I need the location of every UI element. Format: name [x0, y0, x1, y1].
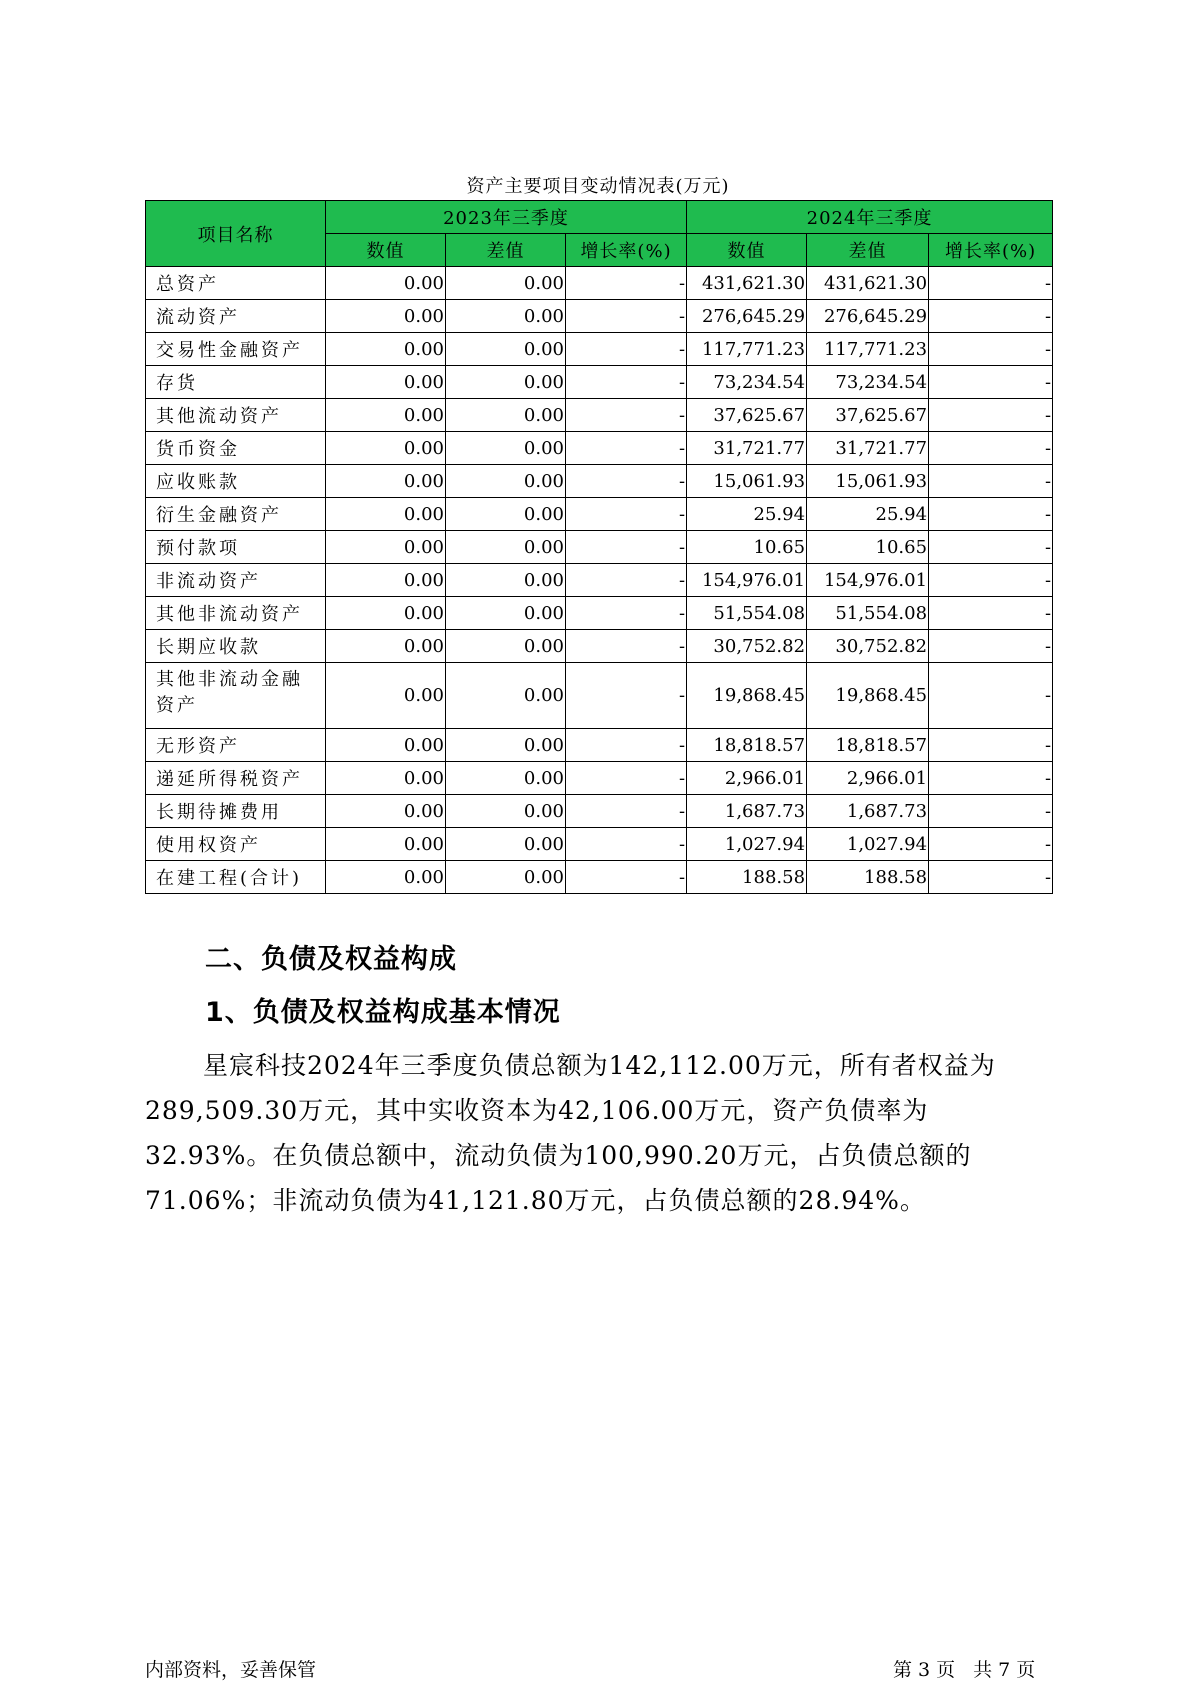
- cell-growth-2023: -: [566, 498, 687, 531]
- table-row: [146, 267, 1053, 300]
- cell-diff-2024: 73,234.54: [807, 366, 929, 399]
- cell-diff-2023: 0.00: [446, 432, 566, 465]
- page-label-prefix: 第: [893, 1659, 913, 1681]
- cell-diff-2023: 0.00: [446, 762, 566, 795]
- cell-growth-2024: -: [929, 267, 1053, 300]
- cell-value-2024: 15,061.93: [687, 465, 807, 498]
- total-label-prefix: 共: [973, 1659, 993, 1681]
- cell-diff-2024: 18,818.57: [807, 729, 929, 762]
- cell-growth-2023: -: [566, 861, 687, 894]
- cell-growth-2024: -: [929, 300, 1053, 333]
- cell-growth-2024: -: [929, 729, 1053, 762]
- cell-value-2024: 73,234.54: [687, 366, 807, 399]
- cell-item-name: 衍生金融资产: [146, 498, 326, 531]
- cell-growth-2023: -: [566, 531, 687, 564]
- cell-diff-2023: 0.00: [446, 267, 566, 300]
- cell-growth-2024: -: [929, 663, 1053, 729]
- header-item-name: 项目名称: [146, 201, 326, 267]
- cell-item-name: 递延所得税资产: [146, 762, 326, 795]
- table-row: [146, 432, 1053, 465]
- cell-diff-2024: 31,721.77: [807, 432, 929, 465]
- cell-diff-2024: 188.58: [807, 861, 929, 894]
- cell-growth-2023: -: [566, 399, 687, 432]
- cell-diff-2023: 0.00: [446, 366, 566, 399]
- cell-item-name: 长期应收款: [146, 630, 326, 663]
- table-row: [146, 762, 1053, 795]
- assets-change-table: [145, 200, 1053, 894]
- page-label-suffix: 页: [936, 1659, 956, 1681]
- cell-value-2024: 25.94: [687, 498, 807, 531]
- cell-value-2024: 30,752.82: [687, 630, 807, 663]
- cell-item-name: 使用权资产: [146, 828, 326, 861]
- table-row: [146, 828, 1053, 861]
- table-row: [146, 597, 1053, 630]
- cell-value-2024: 431,621.30: [687, 267, 807, 300]
- cell-item-name: 存货: [146, 366, 326, 399]
- cell-growth-2023: -: [566, 267, 687, 300]
- cell-item-name: 非流动资产: [146, 564, 326, 597]
- cell-item-name: 交易性金融资产: [146, 333, 326, 366]
- cell-diff-2024: 15,061.93: [807, 465, 929, 498]
- cell-value-2023: 0.00: [326, 729, 446, 762]
- cell-growth-2023: -: [566, 366, 687, 399]
- table-row: [146, 564, 1053, 597]
- cell-diff-2024: 1,027.94: [807, 828, 929, 861]
- cell-item-name: 其他非流动金融资产: [146, 663, 326, 729]
- cell-growth-2023: -: [566, 663, 687, 729]
- cell-value-2024: 19,868.45: [687, 663, 807, 729]
- header-growth-2023: 增长率(%): [566, 234, 687, 267]
- cell-value-2024: 10.65: [687, 531, 807, 564]
- cell-value-2023: 0.00: [326, 300, 446, 333]
- cell-growth-2023: -: [566, 333, 687, 366]
- cell-value-2024: 31,721.77: [687, 432, 807, 465]
- table-row: [146, 663, 1053, 729]
- table-row: [146, 465, 1053, 498]
- cell-value-2023: 0.00: [326, 597, 446, 630]
- cell-value-2023: 0.00: [326, 630, 446, 663]
- cell-growth-2024: -: [929, 465, 1053, 498]
- table-caption: 资产主要项目变动情况表(万元): [466, 176, 730, 197]
- cell-diff-2023: 0.00: [446, 333, 566, 366]
- cell-diff-2023: 0.00: [446, 795, 566, 828]
- cell-growth-2024: -: [929, 531, 1053, 564]
- cell-value-2023: 0.00: [326, 399, 446, 432]
- cell-item-name: 总资产: [146, 267, 326, 300]
- cell-diff-2024: 431,621.30: [807, 267, 929, 300]
- footer-confidential-note: 内部资料，妥善保管: [145, 1659, 317, 1681]
- table-row: [146, 300, 1053, 333]
- table-row: [146, 399, 1053, 432]
- table-body: [146, 267, 1053, 894]
- cell-item-name: 流动资产: [146, 300, 326, 333]
- cell-diff-2024: 30,752.82: [807, 630, 929, 663]
- cell-value-2023: 0.00: [326, 267, 446, 300]
- cell-value-2023: 0.00: [326, 333, 446, 366]
- cell-value-2023: 0.00: [326, 498, 446, 531]
- header-value-2024: 数值: [687, 234, 807, 267]
- header-diff-2024: 差值: [807, 234, 929, 267]
- table-row: [146, 333, 1053, 366]
- cell-diff-2024: 117,771.23: [807, 333, 929, 366]
- cell-item-name: 货币资金: [146, 432, 326, 465]
- cell-diff-2024: 276,645.29: [807, 300, 929, 333]
- cell-value-2023: 0.00: [326, 366, 446, 399]
- summary-paragraph: [145, 1043, 1055, 1223]
- cell-diff-2023: 0.00: [446, 300, 566, 333]
- cell-growth-2023: -: [566, 828, 687, 861]
- cell-growth-2023: -: [566, 630, 687, 663]
- cell-growth-2024: -: [929, 762, 1053, 795]
- cell-item-name: 无形资产: [146, 729, 326, 762]
- cell-item-name: 在建工程(合计): [146, 861, 326, 894]
- footer-page-number: [893, 1655, 1041, 1682]
- cell-value-2024: 117,771.23: [687, 333, 807, 366]
- table-row: [146, 729, 1053, 762]
- cell-value-2024: 1,027.94: [687, 828, 807, 861]
- cell-diff-2023: 0.00: [446, 630, 566, 663]
- cell-growth-2024: -: [929, 399, 1053, 432]
- cell-item-name: 应收账款: [146, 465, 326, 498]
- cell-value-2023: 0.00: [326, 465, 446, 498]
- cell-growth-2024: -: [929, 828, 1053, 861]
- section-subheading: 1、负债及权益构成基本情况: [205, 997, 561, 1028]
- cell-value-2023: 0.00: [326, 861, 446, 894]
- cell-growth-2023: -: [566, 795, 687, 828]
- cell-value-2024: 276,645.29: [687, 300, 807, 333]
- cell-value-2023: 0.00: [326, 531, 446, 564]
- page-total: 7: [998, 1659, 1011, 1681]
- header-period-2024: 2024年三季度: [687, 201, 1053, 234]
- cell-growth-2024: -: [929, 564, 1053, 597]
- cell-item-name: 预付款项: [146, 531, 326, 564]
- cell-value-2024: 188.58: [687, 861, 807, 894]
- cell-growth-2024: -: [929, 432, 1053, 465]
- cell-growth-2023: -: [566, 300, 687, 333]
- cell-diff-2024: 25.94: [807, 498, 929, 531]
- header-value-2023: 数值: [326, 234, 446, 267]
- cell-growth-2024: -: [929, 861, 1053, 894]
- cell-growth-2023: -: [566, 762, 687, 795]
- cell-growth-2023: -: [566, 465, 687, 498]
- cell-value-2023: 0.00: [326, 432, 446, 465]
- table-row: [146, 861, 1053, 894]
- table-row: [146, 498, 1053, 531]
- cell-diff-2023: 0.00: [446, 465, 566, 498]
- cell-value-2024: 37,625.67: [687, 399, 807, 432]
- cell-item-name: 其他非流动资产: [146, 597, 326, 630]
- cell-value-2023: 0.00: [326, 828, 446, 861]
- cell-growth-2023: -: [566, 432, 687, 465]
- page-current: 3: [918, 1659, 931, 1681]
- header-growth-2024: 增长率(%): [929, 234, 1053, 267]
- cell-diff-2023: 0.00: [446, 564, 566, 597]
- header-period-2023: 2023年三季度: [326, 201, 687, 234]
- cell-value-2023: 0.00: [326, 663, 446, 729]
- section-heading: 二、负债及权益构成: [205, 944, 457, 975]
- table-row: [146, 795, 1053, 828]
- cell-value-2023: 0.00: [326, 762, 446, 795]
- cell-diff-2023: 0.00: [446, 399, 566, 432]
- cell-value-2024: 2,966.01: [687, 762, 807, 795]
- cell-diff-2024: 154,976.01: [807, 564, 929, 597]
- cell-growth-2024: -: [929, 498, 1053, 531]
- cell-growth-2024: -: [929, 630, 1053, 663]
- cell-value-2023: 0.00: [326, 795, 446, 828]
- cell-diff-2024: 19,868.45: [807, 663, 929, 729]
- cell-growth-2023: -: [566, 564, 687, 597]
- cell-diff-2024: 2,966.01: [807, 762, 929, 795]
- cell-value-2024: 154,976.01: [687, 564, 807, 597]
- cell-growth-2024: -: [929, 795, 1053, 828]
- total-label-suffix: 页: [1016, 1659, 1036, 1681]
- cell-diff-2024: 51,554.08: [807, 597, 929, 630]
- cell-diff-2024: 1,687.73: [807, 795, 929, 828]
- header-diff-2023: 差值: [446, 234, 566, 267]
- table-row: [146, 531, 1053, 564]
- cell-growth-2023: -: [566, 729, 687, 762]
- cell-value-2024: 1,687.73: [687, 795, 807, 828]
- cell-value-2023: 0.00: [326, 564, 446, 597]
- table-row: [146, 630, 1053, 663]
- cell-diff-2023: 0.00: [446, 828, 566, 861]
- cell-diff-2023: 0.00: [446, 861, 566, 894]
- table-row: [146, 366, 1053, 399]
- cell-value-2024: 51,554.08: [687, 597, 807, 630]
- cell-diff-2023: 0.00: [446, 498, 566, 531]
- cell-diff-2023: 0.00: [446, 597, 566, 630]
- cell-growth-2024: -: [929, 597, 1053, 630]
- cell-growth-2024: -: [929, 366, 1053, 399]
- cell-diff-2024: 37,625.67: [807, 399, 929, 432]
- cell-diff-2023: 0.00: [446, 729, 566, 762]
- cell-diff-2023: 0.00: [446, 663, 566, 729]
- cell-diff-2023: 0.00: [446, 531, 566, 564]
- cell-growth-2023: -: [566, 597, 687, 630]
- cell-diff-2024: 10.65: [807, 531, 929, 564]
- cell-value-2024: 18,818.57: [687, 729, 807, 762]
- cell-growth-2024: -: [929, 333, 1053, 366]
- cell-item-name: 长期待摊费用: [146, 795, 326, 828]
- summary-text: 星宸科技2024年三季度负债总额为142,112.00万元，所有者权益为289,509.30万元，其中实收资本为42,106.00万元，资产负债率为32.93%。在负债总额中，流动负债为100,990.20万元，占负债总额的71.06%；非流动负债为41,121.80万元，占负债总额的28.94%。: [145, 1051, 996, 1215]
- cell-item-name: 其他流动资产: [146, 399, 326, 432]
